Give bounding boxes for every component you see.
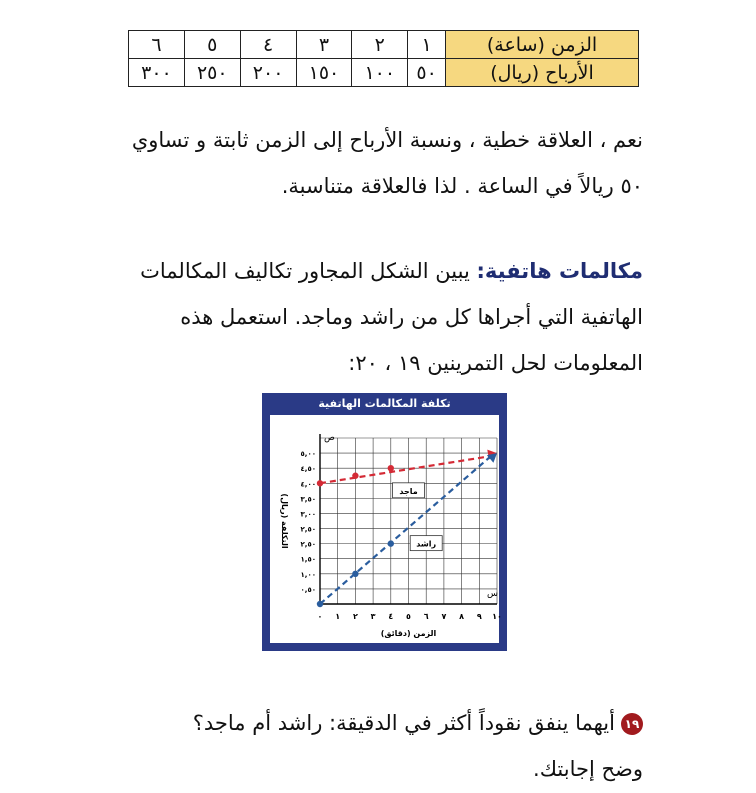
series-label: راشد [416,539,437,549]
question-19 [83,700,643,792]
table-row [129,59,639,87]
data-point [352,571,358,577]
y-tick-label: ٢,٥٠ [300,525,316,534]
problem-keyword: مكالمات هاتفية: [476,259,643,283]
chart-svg [262,393,507,651]
x-tick-label: ٦ [423,612,429,621]
problem-line: الهاتفية التي أجراها كل من راشد وماجد. استعمل هذه [180,305,643,329]
table-cell: ١ [408,31,446,59]
x-tick-label: ٧ [441,612,447,621]
x-tick-label: ٠ [317,612,323,621]
data-point [317,601,323,607]
answer-paragraph [83,117,643,209]
table-cell: ٣٠٠ [129,59,185,87]
y-tick-label: ١,٥٠ [300,555,316,564]
y-tick-label: ٢,٥٠ [300,540,316,549]
table-cell: ٣ [296,31,352,59]
data-point [388,465,394,471]
table-cell: ٥ [184,31,240,59]
table-row-header: الأرباح (ريال) [446,59,639,87]
data-point [352,473,358,479]
y-axis-letter: ص [324,433,335,443]
x-tick-label: ٩ [476,612,482,621]
x-tick-label: ٣ [370,612,376,621]
y-tick-label: ٣,٥٠ [300,495,316,504]
x-axis-title: الزمن (دقائق) [380,629,437,638]
y-tick-label: ٠,٥٠ [300,585,316,594]
question-text: أيهما ينفق نقوداً أكثر في الدقيقة: راشد أم ماجد؟ [192,711,615,735]
x-tick-label: ٥ [406,612,411,621]
phone-cost-chart [262,393,507,651]
question-line: وضح إجابتك. [533,757,643,781]
table-cell: ٢ [352,31,408,59]
y-tick-label: ٤,٠٠ [300,480,316,489]
question-number-badge: ١٩ [621,713,643,735]
question-line [83,700,643,746]
y-tick-label: ٣,٠٠ [300,510,316,519]
table-row-header: الزمن (ساعة) [446,31,639,59]
x-tick-label: ١٠ [492,612,502,621]
y-tick-label: ١,٠٠ [300,570,316,579]
x-tick-label: ٢ [352,612,358,621]
table-cell: ١٠٠ [352,59,408,87]
data-point [317,480,323,486]
chart-title: تكلفة المكالمات الهاتفية [318,397,451,410]
data-point [388,540,394,546]
x-tick-label: ١ [335,612,341,621]
answer-line: نعم ، العلاقة خطية ، ونسبة الأرباح إلى الزمن ثابتة و تساوي [131,128,643,152]
table-cell: ٦ [129,31,185,59]
y-axis-title: التكلفة (ريال) [280,493,289,549]
x-tick-label: ٨ [459,612,465,621]
profit-time-table [128,30,639,87]
y-tick-label: ٥,٠٠ [300,450,316,459]
table-cell: ٤ [240,31,296,59]
problem-paragraph [83,248,643,386]
table-cell: ٢٠٠ [240,59,296,87]
problem-text: يبين الشكل المجاور تكاليف المكالمات [140,259,477,283]
problem-line [83,248,643,294]
table-cell: ٢٥٠ [184,59,240,87]
answer-line: ٥٠ ريالاً في الساعة . لذا فالعلاقة متناسبة. [281,174,643,198]
table-cell: ٥٠ [408,59,446,87]
y-tick-label: ٤,٥٠ [300,465,316,474]
table-cell: ١٥٠ [296,59,352,87]
table-row [129,31,639,59]
problem-line: المعلومات لحل التمرينين ١٩ ، ٢٠: [348,351,643,375]
x-axis-letter: س [487,589,498,599]
series-label: ماجد [399,486,418,496]
x-tick-label: ٤ [388,612,394,621]
